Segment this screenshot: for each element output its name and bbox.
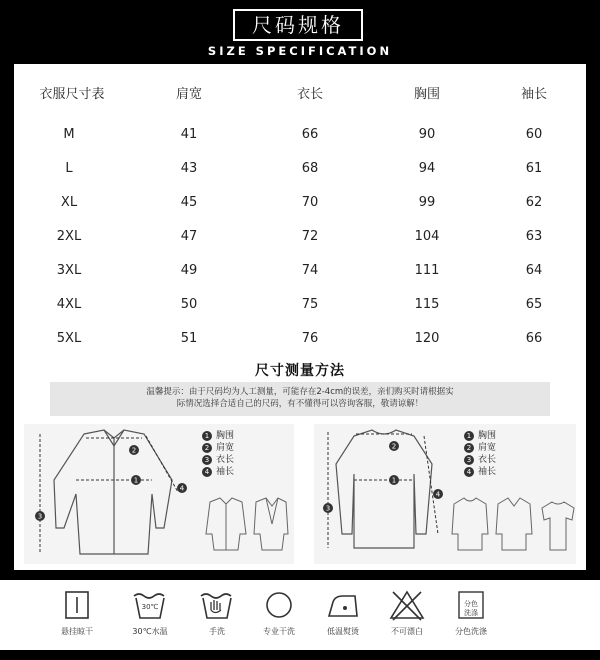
care-label: 低温熨烫 <box>327 627 359 636</box>
shirt-outline-icon <box>24 424 194 564</box>
legend-number: 2 <box>202 443 212 453</box>
care-item <box>372 588 442 637</box>
value-cell: 60 <box>525 127 543 142</box>
sweater-measure-diagram <box>314 424 576 564</box>
svg-text:4: 4 <box>435 490 441 499</box>
legend-label: 肩宽 <box>478 443 497 453</box>
value-cell: 64 <box>525 263 543 278</box>
legend-label: 袖长 <box>478 467 497 477</box>
svg-text:3: 3 <box>325 504 331 513</box>
legend-label: 肩宽 <box>216 443 235 453</box>
legend-item <box>202 442 234 454</box>
no-bleach-icon <box>387 588 427 622</box>
care-item <box>42 588 112 637</box>
value-cell: 66 <box>301 127 319 142</box>
svg-text:2: 2 <box>131 446 137 455</box>
size-cell: M <box>63 127 75 142</box>
value-cell: 111 <box>414 263 440 278</box>
value-cell: 45 <box>180 195 198 210</box>
care-item <box>182 588 252 637</box>
legend-number: 3 <box>464 455 474 465</box>
table-row <box>14 326 586 352</box>
measure-legend <box>202 430 234 478</box>
notice-line: 温馨提示：由于尺码均为人工测量，可能存在2-4cm的误差，亲们购买时请根据实 <box>146 387 454 397</box>
size-cell: L <box>65 161 73 176</box>
value-cell: 76 <box>301 331 319 346</box>
care-label: 手洗 <box>209 627 225 636</box>
care-label: 分色洗涤 <box>455 627 487 636</box>
svg-text:1: 1 <box>391 476 397 485</box>
legend-item <box>464 466 496 478</box>
value-cell: 62 <box>525 195 543 210</box>
table-row <box>14 190 586 216</box>
header-cell: 衣服尺寸表 <box>39 87 105 102</box>
iron-low-icon <box>323 588 363 622</box>
svg-text:2: 2 <box>391 442 397 451</box>
table-row <box>14 224 586 250</box>
care-item <box>436 588 506 637</box>
value-cell: 75 <box>301 297 319 312</box>
value-cell: 74 <box>301 263 319 278</box>
header-cell: 袖长 <box>520 87 547 102</box>
header-cell: 衣长 <box>296 87 323 102</box>
value-cell: 51 <box>180 331 198 346</box>
measure-title: 尺寸测量方法 <box>255 363 345 379</box>
legend-item <box>202 430 234 442</box>
header-cell: 胸围 <box>413 87 440 102</box>
care-item <box>115 588 185 637</box>
table-header-row <box>14 82 586 108</box>
legend-label: 胸围 <box>216 431 235 441</box>
table-row <box>14 292 586 318</box>
value-cell: 68 <box>301 161 319 176</box>
separate-wash-text: 分色 洗涤 <box>464 600 478 617</box>
care-label: 不可漂白 <box>391 627 423 636</box>
value-cell: 99 <box>418 195 436 210</box>
size-cell: 5XL <box>56 331 82 346</box>
svg-text:4: 4 <box>179 484 185 493</box>
legend-label: 衣长 <box>216 455 235 465</box>
value-cell: 43 <box>180 161 198 176</box>
header-cell: 肩宽 <box>175 87 202 102</box>
page-title: 尺码规格 <box>233 9 363 41</box>
value-cell: 115 <box>414 297 440 312</box>
table-row <box>14 156 586 182</box>
legend-number: 4 <box>202 467 212 477</box>
care-label: 悬挂晾干 <box>61 627 93 636</box>
value-cell: 65 <box>525 297 543 312</box>
value-cell: 41 <box>180 127 198 142</box>
legend-label: 衣长 <box>478 455 497 465</box>
care-instructions <box>0 580 600 650</box>
size-cell: 3XL <box>56 263 82 278</box>
table-row <box>14 258 586 284</box>
legend-label: 袖长 <box>216 467 235 477</box>
value-cell: 70 <box>301 195 319 210</box>
legend-item <box>464 430 496 442</box>
value-cell: 49 <box>180 263 198 278</box>
size-cell: 2XL <box>56 229 82 244</box>
care-item <box>308 588 378 637</box>
page-subtitle: SIZE SPECIFICATION <box>207 44 393 58</box>
legend-label: 胸围 <box>478 431 497 441</box>
dry-clean-icon <box>262 588 296 622</box>
measure-legend <box>464 430 496 478</box>
value-cell: 47 <box>180 229 198 244</box>
tumble-dry-icon <box>60 588 94 622</box>
table-row <box>14 122 586 148</box>
care-item <box>244 588 314 637</box>
value-cell: 94 <box>418 161 436 176</box>
wash-temp-text: 30℃ <box>141 603 159 611</box>
notice-line: 际情况选择合适自己的尺码，有不懂得可以咨询客服，敬请谅解！ <box>176 399 424 409</box>
care-label: 30℃水温 <box>132 627 168 636</box>
svg-text:1: 1 <box>133 476 139 485</box>
value-cell: 120 <box>414 331 440 346</box>
legend-item <box>202 466 234 478</box>
content-panel <box>14 64 586 570</box>
jacket-thumbnails-icon <box>200 494 290 554</box>
legend-item <box>202 454 234 466</box>
hand-wash-icon <box>197 588 237 622</box>
value-cell: 66 <box>525 331 543 346</box>
shirt-measure-diagram <box>24 424 294 564</box>
size-cell: 4XL <box>56 297 82 312</box>
legend-item <box>464 454 496 466</box>
value-cell: 72 <box>301 229 319 244</box>
legend-number: 1 <box>202 431 212 441</box>
size-cell: XL <box>60 195 78 210</box>
legend-number: 4 <box>464 467 474 477</box>
top-thumbnails-icon <box>446 494 576 554</box>
sweater-outline-icon <box>314 424 454 564</box>
header <box>0 0 600 64</box>
legend-number: 3 <box>202 455 212 465</box>
legend-number: 2 <box>464 443 474 453</box>
svg-text:3: 3 <box>37 512 43 521</box>
value-cell: 61 <box>525 161 543 176</box>
legend-item <box>464 442 496 454</box>
value-cell: 104 <box>414 229 440 244</box>
care-label: 专业干洗 <box>263 627 295 636</box>
notice-box <box>50 382 550 416</box>
value-cell: 50 <box>180 297 198 312</box>
value-cell: 63 <box>525 229 543 244</box>
value-cell: 90 <box>418 127 436 142</box>
legend-number: 1 <box>464 431 474 441</box>
